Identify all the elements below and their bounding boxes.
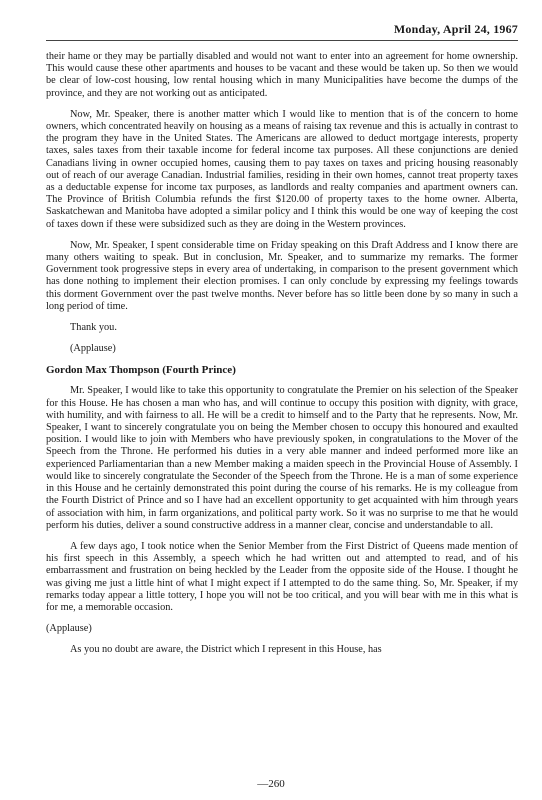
page-header bbox=[46, 22, 518, 41]
paragraph-first-speech: A few days ago, I took notice when the Senior Member from the First District of Queens made mention of his first speech in this Assembly, a speech which he had written out and attempted to read, and of his embarrassment and frustration on being heckled by the Leader from the opposite side of the House. I thought he was giving me just a little hint of what I might expect if I attempted to do the same thing. So, Mr. Speaker, if my remarks today appear a little tottery, I hope you will not be too critical, and you will bear with me in this what is for me, a memorable occasion. bbox=[46, 540, 518, 613]
paragraph-applause-2: (Applause) bbox=[46, 623, 92, 635]
paragraph-tax-matter: Now, Mr. Speaker, there is another matter which I would like to mention that is of the concern to home owners, which concentrated heavily on housing as a means of raising tax revenue and this is actually in contrast to the program they have in the United States. The Americans are allowed to deduct mortgage interests, property taxes, sales taxes from their taxable income for federal income tax purposes. All these conjunctions are denied Canadians living in owner occupied homes, causing them to pay taxes on taxes and pricing housing reasonably out of reach of our average Canadian. Industrial families, residing in their own homes, cannot treat property taxes as a deductable expense for income tax purposes, as landlords and realty companies and apartment owners can. The Province of British Columbia refunds the first $120.00 of property taxes to the home owner. Alberta, Saskatchewan and Manitoba have adopted a similar policy and I think this would be one way of keeping the cost of taxes down if these were subsidized such as they are doing in the Western provinces. bbox=[46, 108, 518, 230]
page bbox=[46, 22, 518, 666]
paragraph-conclusion: Now, Mr. Speaker, I spent considerable time on Friday speaking on this Draft Address and I know there are many others waiting to speak. But in conclusion, Mr. Speaker, and to summarize my remarks. The former Government took progressive steps in every area of undertaking, in comparison to the present government which has done nothing to implement their election promises. I can only conclude by expressing my feelings towards this dorment Government over the past twelve months. Never before has so little been done by so many in such a long period of time. bbox=[46, 239, 518, 312]
paragraph-continuation: their hame or they may be partially disabled and would not want to enter into an agreement for home ownership. This would cause these other apartments and houses to be vacant and these would be taken up. So then we would be clear of low-cost housing, low rental housing which in many Municipalities have become the dumps of the province, and they are not working out as anticipated. bbox=[46, 51, 518, 99]
paragraph-applause-1: (Applause) bbox=[70, 343, 116, 355]
paragraph-congratulations: Mr. Speaker, I would like to take this opportunity to congratulate the Premier on his selection of the Speaker for this House. He has chosen a man who has, and will continue to occupy this position with dignity, with grace, with humility, and with fairness to all. He will be a credit to himself and to the Party that he represents. Now, Mr. Speaker, I want to sincerely congratulate you on being the Member chosen to occupy this honoured and exaulted position. I would like to join with Members who have previously spoken, in congratulations to the Mover of the Speech from the Throne. He performed his duties in a very able manner and indeed performed more like an experienced Parliamentarian than a new Member making a maiden speech in the Provincial House of Assembly. I would like to sincerely congratulate the Seconder of the Speech from the Throne. He is a man of some experience in this House and he certainly demonstrated this point during the course of his remarks. He is my colleague from the Fourth District of Prince and so I have had an excellent opportunity to get acquainted with him through years of association with him, in farm organizations, and political party work. So it was no surprise to me that he would perform his duties, deliver a sound constructive address in a manner clear, concise and understandable to all. bbox=[46, 385, 518, 531]
page-number: —260 bbox=[257, 778, 285, 790]
paragraph-district: As you no doubt are aware, the District which I represent in this House, has bbox=[70, 644, 382, 656]
header-date: Monday, April 24, 1967 bbox=[393, 22, 518, 36]
speaker-heading: Gordon Max Thompson (Fourth Prince) bbox=[46, 364, 236, 377]
paragraph-thank-you: Thank you. bbox=[70, 322, 117, 334]
